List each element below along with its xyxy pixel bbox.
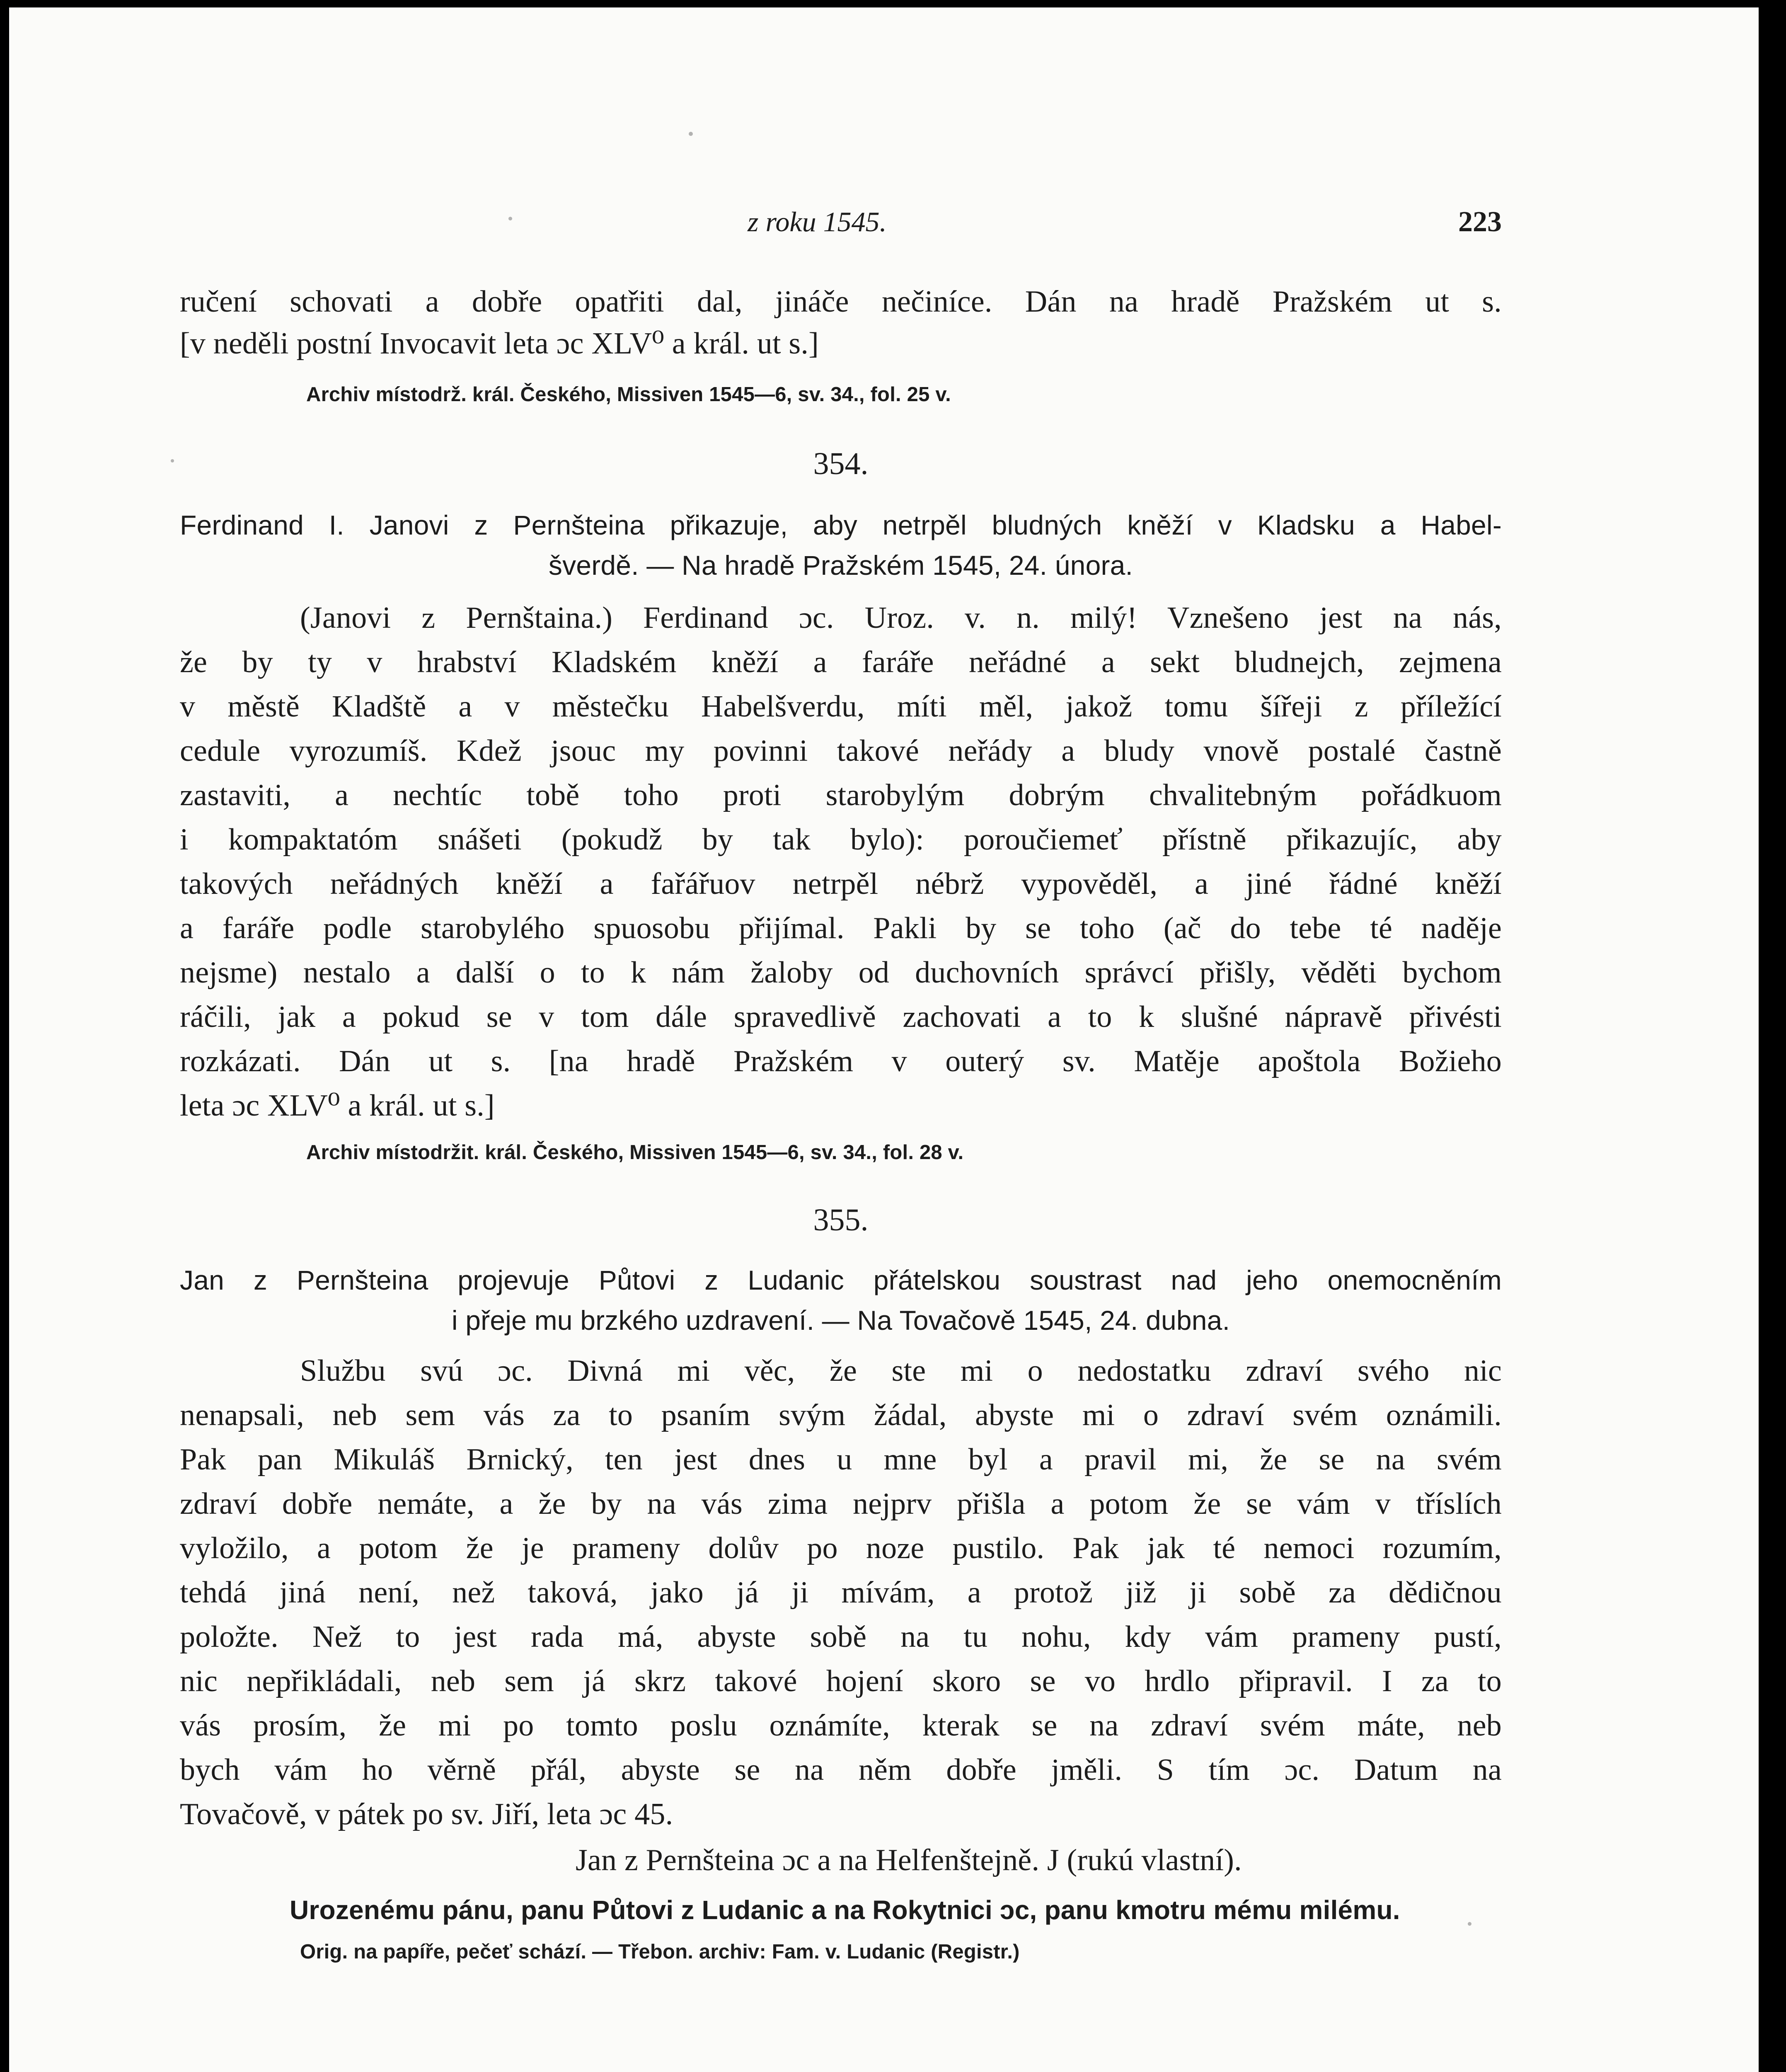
body-line: a faráře podle starobylého spuosobu přijímal. Pakli by se toho (ač do tebe té naděje [180,911,1502,945]
body-line: Tovačově, v pátek po sv. Jiří, leta ɔc 45. [180,1797,673,1831]
source-citation: Orig. na papíře, pečeť schází. — Třebon. archiv: Fam. v. Ludanic (Registr.) [300,1941,1020,1963]
body-line: Pak pan Mikuláš Brnický, ten jest dnes u mne byl a pravil mi, že se na svém [180,1443,1502,1477]
body-line: tehdá jiná není, než taková, jako já ji mívám, a protož již ji sobě za dědičnou [180,1576,1502,1610]
body-line: cedule vyrozumíš. Kdež jsouc my povinni takové neřády a bludy vnově postalé častně [180,734,1502,768]
body-line: (Janovi z Pernštaina.) Ferdinand ɔc. Uroz. v. n. milý! Vznešeno jest na nás, [300,601,1502,635]
signature-line: Jan z Pernšteina ɔc a na Helfenštejně. J (rukú vlastní). [576,1843,1242,1877]
body-line: nenapsali, neb sem vás za to psaním svým žádal, abyste mi o zdraví svém oznámili. [180,1398,1502,1432]
body-line: vás prosím, že mi po tomto poslu oznámíte, kterak se na zdraví svém máte, neb [180,1709,1502,1743]
document-summary: i přeje mu brzkého uzdravení. — Na Tovačově 1545, 24. dubna. [451,1305,1230,1336]
body-line: vyložilo, a potom že je prameny dolův po noze pustilo. Pak jak té nemoci rozumím, [180,1531,1502,1565]
body-line: že by ty v hrabství Kladském kněží a faráře neřádné a sekt bludnejch, zejmena [180,645,1502,679]
source-citation: Archiv místodrž. král. Českého, Missiven 1545—6, sv. 34., fol. 25 v. [306,383,951,406]
body-line: v městě Kladště a v městečku Habelšverdu, míti měl, jakož tomu šířeji z příležící [180,690,1502,724]
document-number: 355. [813,1203,869,1237]
scanned-page [9,7,1759,2072]
source-citation: Archiv místodržit. král. Českého, Missiven 1545—6, sv. 34., fol. 28 v. [306,1141,964,1164]
document-summary: šverdě. — Na hradě Pražském 1545, 24. února. [548,550,1133,581]
body-line: zdraví dobře nemáte, a že by na vás zima nejprv přišla a potom že se vám v tříslích [180,1487,1502,1521]
document-summary: Ferdinand I. Janovi z Pernšteina přikazuje, aby netrpěl bludných kněží v Kladsku a Habel- [180,510,1502,540]
scan-speck [508,217,512,220]
intro-line: [v neděli postní Invocavit leta ɔc XLV⁰ a král. ut s.] [180,327,819,361]
body-line: i kompaktatóm snášeti (pokudž by tak bylo): poroučiemeť přístně přikazujíc, aby [180,823,1502,857]
body-line: leta ɔc XLV⁰ a král. ut s.] [180,1089,495,1123]
scan-speck [171,459,174,462]
body-line: zastaviti, a nechtíc tobě toho proti starobylým dobrým chvalitebným pořádkuom [180,778,1502,812]
body-line: nic nepřikládali, neb sem já skrz takové hojení skoro se vo hrdlo připravil. I za to [180,1664,1502,1698]
body-line: takových neřádných kněží a fařářuov netrpěl nébrž vypověděl, a jiné řádné kněží [180,867,1502,901]
document-summary: Jan z Pernšteina projevuje Půtovi z Ludanic přátelskou soustrast nad jeho onemocněním [180,1265,1502,1295]
body-line: Službu svú ɔc. Divná mi věc, že ste mi o nedostatku zdraví svého nic [300,1354,1502,1388]
address-line: Urozenému pánu, panu Půtovi z Ludanic a na Rokytnici ɔc, panu kmotru mému milému. [290,1895,1400,1925]
intro-line: ručení schovati a dobře opatřiti dal, jináče nečiníce. Dán na hradě Pražském ut s. [180,285,1502,319]
body-line: položte. Než to jest rada má, abyste sobě na tu nohu, kdy vám prameny pustí, [180,1620,1502,1654]
body-line: rozkázati. Dán ut s. [na hradě Pražském v outerý sv. Matěje apoštola Božieho [180,1044,1502,1078]
body-line: nejsme) nestalo a další o to k nám žaloby od duchovních správcí přišly, věděti bychom [180,956,1502,990]
scan-speck [689,132,693,136]
body-line: ráčili, jak a pokud se v tom dále spravedlivě zachovati a to k slušné nápravě přivésti [180,1000,1502,1034]
body-line: bych vám ho věrně přál, abyste se na něm dobře jměli. S tím ɔc. Datum na [180,1753,1502,1787]
page-number: 223 [1458,206,1502,238]
document-number: 354. [813,446,869,481]
running-title: z roku 1545. [748,206,887,237]
